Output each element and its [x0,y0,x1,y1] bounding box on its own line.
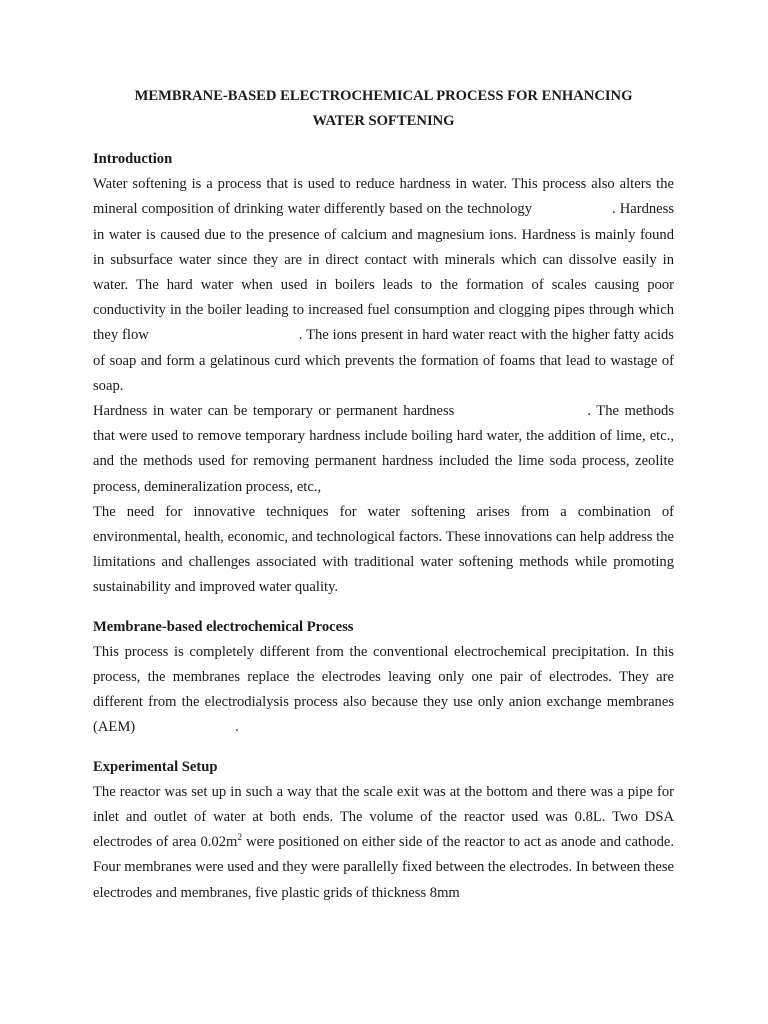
title-line-2: WATER SOFTENING [312,112,455,129]
intro-p1-part-a: Water softening is a process that is used to reduce hardness in water. This process also alters the mineral composition of drinking water differently based on the technology [93,176,674,218]
intro-paragraph-2 [93,399,674,500]
document-page [93,84,674,906]
membrane-p1-part-b: . [235,719,239,736]
heading-experimental-setup: Experimental Setup [93,758,218,775]
intro-paragraph-1 [93,172,674,399]
document-title [93,84,674,133]
setup-paragraph-1 [93,780,674,906]
superscript-2: 2 [237,833,243,844]
intro-p1-part-b: . Hardness in water is caused due to the presence of calcium and magnesium ions. Hardness is mainly found in subsurface water since they are in direct contact with minerals which can dissolve easily in water. The hard water when used in boilers leads to the formation of scales causing poor conductivity in the boiler leading to increased fuel consumption and clogging pipes through which they flow [93,201,675,344]
membrane-p1-part-a: This process is completely different from the conventional electrochemical precipitation. In this process, the membranes replace the electrodes leaving only one pair of electrodes. They are different from the electrodialysis process also because they use only anion exchange membranes (AEM) [93,643,674,736]
intro-p2-part-a: Hardness in water can be temporary or permanent hardness [93,403,455,420]
setup-p1-part-a: The reactor was set up in such a way that the scale exit was at the bottom and there was a pipe for inlet and outlet of water at both ends. The volume of the reactor used was 0.8L. Two DSA electrodes of area 0.02m [93,783,674,851]
intro-paragraph-3: The need for innovative techniques for water softening arises from a combination of environmental, health, economic, and technological factors. These innovations can help address the limitations and challenges associated with traditional water softening methods while promoting sustainability and improved water quality. [93,503,674,596]
membrane-paragraph-1 [93,640,674,741]
title-line-1: MEMBRANE-BASED ELECTROCHEMICAL PROCESS FOR ENHANCING [134,88,633,104]
heading-introduction: Introduction [93,151,173,167]
setup-p1-part-b: were positioned on either side of the reactor to act as anode and cathode. Four membranes were used and they were parallelly fixed between the electrodes. In between these electrodes and membranes, five plastic grids of thickness 8mm [93,834,674,901]
intro-p2-part-b: . The methods that were used to remove temporary hardness include boiling hard water, the addition of lime, etc., and the methods used for removing permanent hardness included the lime soda process, zeolite process, demineralization process, etc., [93,403,675,495]
heading-membrane-process: Membrane-based electrochemical Process [93,618,354,635]
intro-p1-part-c: . The ions present in hard water react with the higher fatty acids of soap and form a gelatinous curd which prevents the formation of foams that lead to wastage of soap. [93,327,674,394]
